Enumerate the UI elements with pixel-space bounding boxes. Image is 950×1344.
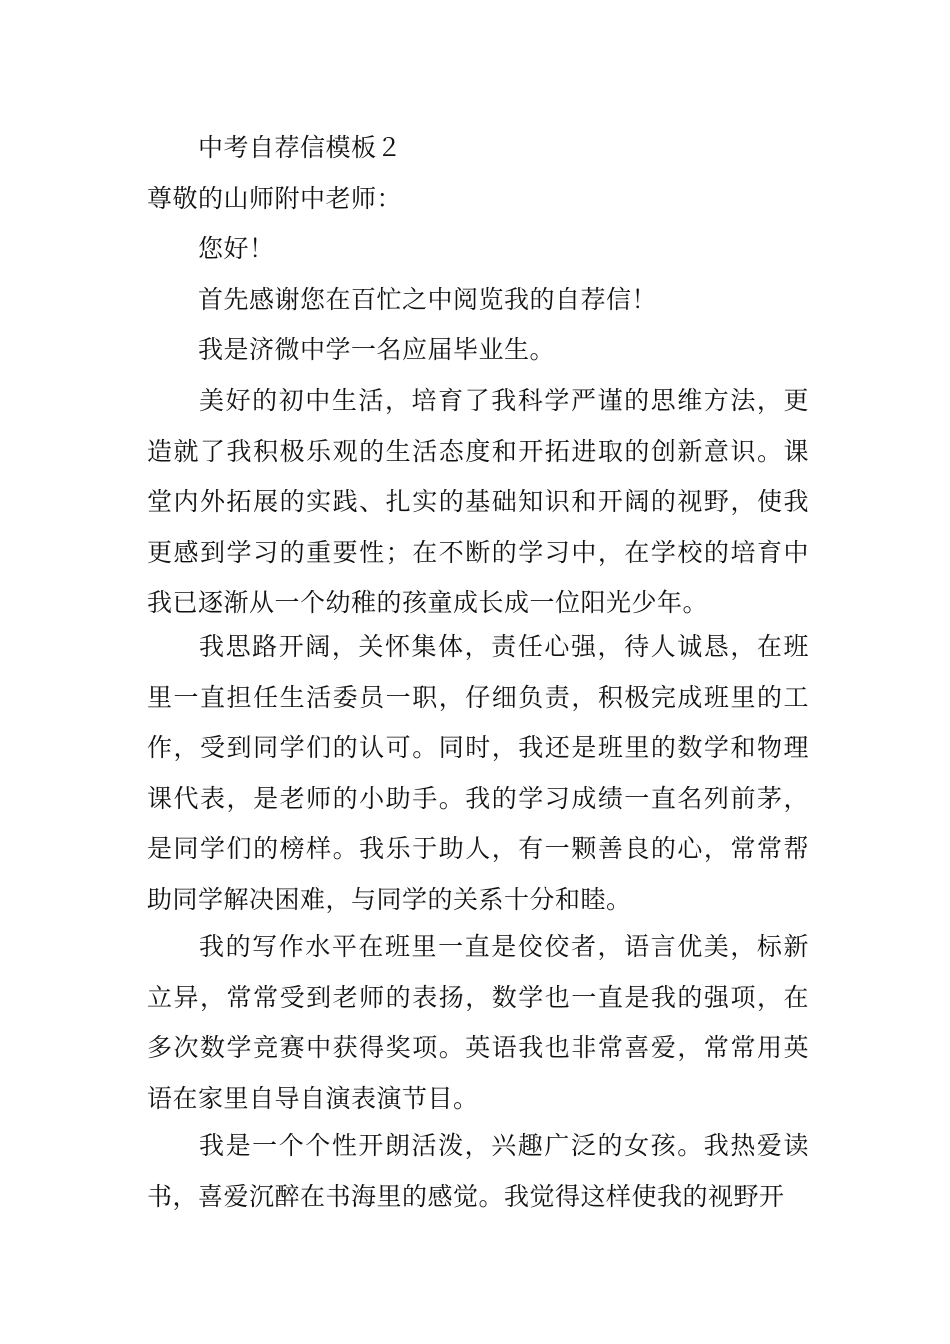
intro-thanks: 首先感谢您在百忙之中阅览我的自荐信！ — [198, 285, 658, 314]
paragraph-studies: 美好的初中生活，培育了我科学严谨的思维方法，更造就了我积极乐观的生活态度和开拓进取的创新意识。课堂内外拓展的实践、扎实的基础知识和开阔的视野，使我更感到学习的重要性；在不断的学习中，在学校的培育中我已逐渐从一个幼稚的孩童成长成一位阳光少年。 — [147, 386, 809, 618]
paragraph-writing-math: 我的写作水平在班里一直是佼佼者，语言优美，标新立异，常常受到老师的表扬，数学也一直是我的强项，在多次数学竞赛中获得奖项。英语我也非常喜爱，常常用英语在家里自导自演表演节目。 — [147, 932, 809, 1113]
salutation: 尊敬的山师附中老师： — [147, 184, 403, 213]
document-title: 中考自荐信模板２ — [198, 133, 403, 162]
paragraph-personality: 我是一个个性开朗活泼，兴趣广泛的女孩。我热爱读书，喜爱沉醉在书海里的感觉。我觉得这样使我的视野开 — [147, 1131, 809, 1211]
intro-self: 我是济微中学一名应届毕业生。 — [198, 335, 556, 364]
greeting: 您好！ — [198, 234, 275, 263]
paragraph-responsibility: 我思路开阔，关怀集体，责任心强，待人诚恳，在班里一直担任生活委员一职，仔细负责，积极完成班里的工作，受到同学们的认可。同时，我还是班里的数学和物理课代表，是老师的小助手。我的学习成绩一直名列前茅，是同学们的榜样。我乐于助人，有一颗善良的心，常常帮助同学解决困难，与同学的关系十分和睦。 — [147, 632, 809, 914]
